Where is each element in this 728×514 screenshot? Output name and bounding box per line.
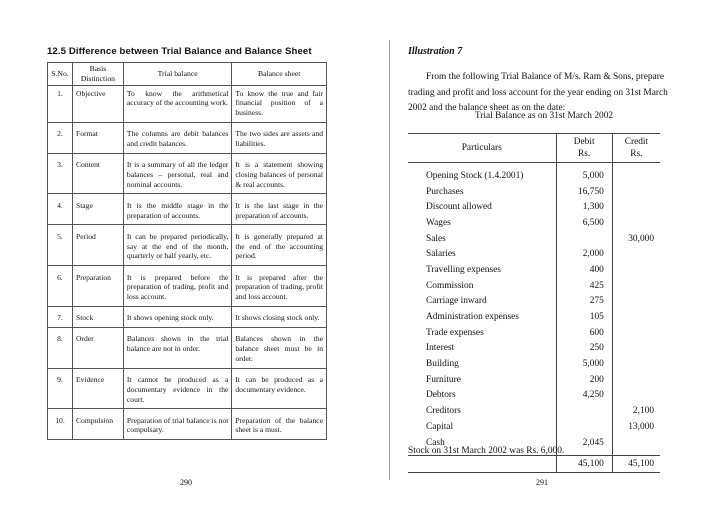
trial-balance-row [408, 419, 660, 435]
row-particular: Purchases [426, 186, 464, 197]
row-debit: 6,500 [556, 215, 612, 231]
comparison-row [48, 270, 327, 307]
illustration-title: Illustration 7 [408, 46, 463, 57]
row-credit [612, 325, 660, 341]
row-credit [612, 435, 660, 451]
illustration-text: From the following Trial Balance of M/s. Ram & Sons, prepare trading and profit and loss account for the year ending on 31st March 2002 and the balance sheet as on the date: [408, 72, 668, 113]
row-credit [612, 388, 660, 404]
row-sno: 5. [48, 229, 73, 266]
row-particular: Furniture [426, 374, 461, 385]
header-trial-balance: Trial balance [123, 63, 231, 86]
comparison-table [47, 62, 327, 440]
header-credit-label: Credit [624, 137, 649, 147]
row-credit [612, 356, 660, 372]
comparison-row [48, 372, 327, 409]
row-particular: Administration expenses [426, 312, 519, 323]
trial-balance-row [408, 246, 660, 262]
header-balance-sheet: Balance sheet [232, 63, 327, 86]
row-balance-sheet: It is the last stage in the preparation of accounts. [232, 198, 327, 225]
row-debit: 16,750 [556, 184, 612, 200]
row-particular: Sales [426, 233, 446, 244]
row-basis: Evidence [72, 372, 123, 409]
row-trial-balance: It is the middle stage in the preparation of accounts. [123, 198, 231, 225]
row-debit: 2,045 [556, 435, 612, 451]
row-sno: 1. [48, 85, 73, 122]
row-sno: 3. [48, 157, 73, 194]
trial-balance-row [408, 341, 660, 357]
comparison-row [48, 229, 327, 266]
row-sno: 6. [48, 270, 73, 307]
row-basis: Content [72, 157, 123, 194]
row-particular: Creditors [426, 406, 461, 417]
row-trial-balance: It is a summary of all the ledger balances – personal, real and nominal accounts. [123, 157, 231, 194]
header-debit-unit: Rs. [578, 149, 591, 159]
row-debit: 250 [556, 341, 612, 357]
comparison-row [48, 157, 327, 194]
row-trial-balance: Preparation of trial balance is not compulsary. [123, 413, 231, 440]
row-sno: 2. [48, 126, 73, 153]
row-debit: 4,250 [556, 388, 612, 404]
header-sno: S.No. [48, 63, 73, 86]
row-credit [612, 372, 660, 388]
trial-balance-title: Trial Balance as on 31st March 2002 [474, 111, 614, 121]
row-sno: 8. [48, 331, 73, 368]
row-balance-sheet: It can be produced as a documentary evidence. [232, 372, 327, 409]
row-balance-sheet: It is prepared after the preparation of trading, profit and loss account. [232, 270, 327, 307]
page-number-right: 291 [536, 478, 548, 487]
row-particular: Cash [426, 437, 445, 448]
totals-row [408, 456, 660, 473]
comparison-body [48, 85, 327, 439]
row-credit [612, 246, 660, 262]
trial-balance-row [408, 372, 660, 388]
row-trial-balance: It shows opening stock only. [123, 310, 231, 327]
trial-balance-row [408, 168, 660, 184]
row-credit: 13,000 [612, 419, 660, 435]
header-particulars: Particulars [408, 134, 556, 163]
row-credit: 30,000 [612, 231, 660, 247]
trial-balance-row [408, 356, 660, 372]
row-debit: 200 [556, 372, 612, 388]
comparison-row [48, 85, 327, 122]
row-trial-balance: It is prepared before the preparation of trading, profit and loss account. [123, 270, 231, 307]
row-particular: Wages [426, 217, 451, 228]
row-particular: Travelling expenses [426, 264, 501, 275]
row-trial-balance: It cannot be produced as a documentary evidence in the court. [123, 372, 231, 409]
comparison-row [48, 310, 327, 327]
trial-balance-row [408, 262, 660, 278]
trial-balance-row [408, 388, 660, 404]
row-debit: 1,300 [556, 199, 612, 215]
row-sno: 7. [48, 310, 73, 327]
row-particular: Discount allowed [426, 202, 492, 213]
row-particular: Opening Stock (1.4.2001) [426, 170, 524, 181]
trial-balance-row [408, 309, 660, 325]
row-trial-balance: Balances shown in the trial balance are not in order. [123, 331, 231, 368]
row-debit: 600 [556, 325, 612, 341]
row-balance-sheet: It shows closing stock only. [232, 310, 327, 327]
trial-balance-row [408, 278, 660, 294]
row-basis: Stage [72, 198, 123, 225]
total-debit: 45,100 [556, 456, 612, 473]
row-basis: Period [72, 229, 123, 266]
row-debit: 5,000 [556, 356, 612, 372]
row-particular: Interest [426, 343, 455, 354]
trial-balance-row [408, 325, 660, 341]
total-credit: 45,100 [612, 456, 660, 473]
comparison-row [48, 198, 327, 225]
row-balance-sheet: It is generally prepared at the end of the accounting period. [232, 229, 327, 266]
row-particular: Salaries [426, 249, 456, 260]
row-particular: Debtors [426, 390, 456, 401]
header-credit [612, 134, 660, 163]
row-debit: 5,000 [556, 168, 612, 184]
trial-balance-table [408, 133, 660, 473]
section-title: 12.5 Difference between Trial Balance and Balance Sheet [47, 46, 312, 57]
row-credit: 2,100 [612, 403, 660, 419]
header-credit-unit: Rs. [630, 149, 643, 159]
row-particular: Carriage inward [426, 296, 487, 307]
comparison-row [48, 331, 327, 368]
row-sno: 4. [48, 198, 73, 225]
row-credit [612, 309, 660, 325]
trial-balance-row [408, 184, 660, 200]
trial-balance-row [408, 199, 660, 215]
comparison-row [48, 413, 327, 440]
row-credit [612, 341, 660, 357]
row-balance-sheet: Preparation of the balance sheet is a must. [232, 413, 327, 440]
trial-balance-row [408, 294, 660, 310]
comparison-row [48, 126, 327, 153]
row-balance-sheet: The two sides are assets and liabilities. [232, 126, 327, 153]
row-balance-sheet: Balances shown in the balance sheet must be in order. [232, 331, 327, 368]
row-credit [612, 168, 660, 184]
row-credit [612, 215, 660, 231]
row-debit [556, 403, 612, 419]
row-basis: Order [72, 331, 123, 368]
row-sno: 9. [48, 372, 73, 409]
row-debit: 425 [556, 278, 612, 294]
row-particular: Commission [426, 280, 474, 291]
row-debit [556, 419, 612, 435]
header-debit-label: Debit [573, 137, 595, 147]
totals-label [408, 456, 556, 473]
row-basis: Preparation [72, 270, 123, 307]
row-debit: 400 [556, 262, 612, 278]
row-basis: Stock [72, 310, 123, 327]
row-trial-balance: The columns are debit balances and credit balances. [123, 126, 231, 153]
row-particular: Capital [426, 421, 454, 432]
row-sno: 10. [48, 413, 73, 440]
row-trial-balance: To know the arithmetical accuracy of the accounting work. [123, 85, 231, 122]
row-particular: Building [426, 359, 459, 370]
row-basis: Objective [72, 85, 123, 122]
page-number-left: 290 [180, 478, 192, 487]
row-particular: Trade expenses [426, 327, 484, 338]
row-basis: Format [72, 126, 123, 153]
row-balance-sheet: To know the true and fair financial position of a business. [232, 85, 327, 122]
closing-stock-note: Stock on 31st March 2002 was Rs. 6,000. [408, 446, 565, 456]
trial-balance-row [408, 231, 660, 247]
row-debit: 275 [556, 294, 612, 310]
row-credit [612, 184, 660, 200]
row-debit: 2,000 [556, 246, 612, 262]
row-credit [612, 199, 660, 215]
trial-balance-row [408, 403, 660, 419]
header-debit [556, 134, 612, 163]
row-credit [612, 278, 660, 294]
row-debit [556, 231, 612, 247]
row-trial-balance: It can be prepared periodically, say at the end of the month, quarterly or half yearly, etc. [123, 229, 231, 266]
row-credit [612, 294, 660, 310]
row-credit [612, 262, 660, 278]
header-basis: Basis Distinction [72, 63, 123, 86]
row-basis: Compulsion [72, 413, 123, 440]
trial-balance-body [408, 163, 660, 473]
row-debit: 105 [556, 309, 612, 325]
row-balance-sheet: It is a statement showing closing balances of personal & real accounts. [232, 157, 327, 194]
trial-balance-row [408, 215, 660, 231]
